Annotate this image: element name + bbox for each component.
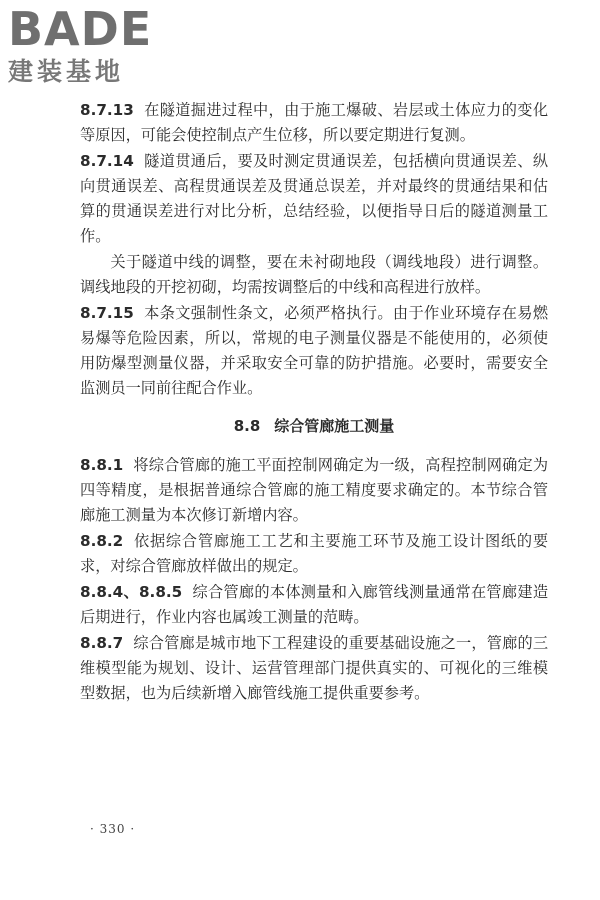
clause-number: 8.8.4、8.8.5 bbox=[80, 583, 183, 601]
clause-number: 8.7.13 bbox=[80, 101, 134, 119]
clause-8-7-14 bbox=[80, 149, 548, 249]
clause-8-7-14-note: 关于隧道中线的调整，要在未衬砌地段（调线地段）进行调整。调线地段的开挖初砌，均需按调整后的中线和高程进行放样。 bbox=[80, 253, 548, 296]
clause-text: 综合管廊的本体测量和入廊管线测量通常在管廊建造后期进行，作业内容也属竣工测量的范畴。 bbox=[80, 583, 549, 626]
clause-text: 本条文强制性条文，必须严格执行。由于作业环境存在易燃易爆等危险因素，所以，常规的电子测量仪器是不能使用的，必须使用防爆型测量仪器，并采取安全可靠的防护措施。必要时，需要安全监测员一同前往配合作业。 bbox=[80, 304, 548, 397]
bade-logo bbox=[8, 2, 178, 90]
section-heading bbox=[80, 415, 548, 437]
clause-number: 8.8.2 bbox=[80, 532, 124, 550]
clause-text: 将综合管廊的施工平面控制网确定为一级，高程控制网确定为四等精度，是根据普通综合管廊的施工精度要求确定的。本节综合管廊施工测量为本次修订新增内容。 bbox=[80, 456, 548, 524]
clause-8-7-15 bbox=[80, 301, 548, 401]
clause-text: 依据综合管廊施工工艺和主要施工环节及施工设计图纸的要求，对综合管廊放样做出的规定。 bbox=[80, 532, 548, 575]
clause-8-8-7 bbox=[80, 631, 548, 706]
logo-wordmark: BADE bbox=[8, 2, 153, 56]
clause-8-8-1 bbox=[80, 453, 548, 528]
clause-number: 8.7.14 bbox=[80, 152, 134, 170]
clause-text: 隧道贯通后，要及时测定贯通误差，包括横向贯通误差、纵向贯通误差、高程贯通误差及贯通总误差，并对最终的贯通结果和估算的贯通误差进行对比分析，总结经验，以便指导日后的隧道测量工作。 bbox=[80, 152, 548, 245]
clause-number: 8.8.1 bbox=[80, 456, 124, 474]
document-body bbox=[80, 98, 548, 706]
clause-8-8-2 bbox=[80, 529, 548, 579]
section-number: 8.8 bbox=[233, 417, 261, 435]
page-number: · 330 · bbox=[90, 822, 136, 836]
section-title: 综合管廊施工测量 bbox=[274, 417, 395, 435]
clause-8-7-13 bbox=[80, 98, 548, 148]
logo-subtitle: 建装基地 bbox=[8, 57, 125, 86]
clause-text: 综合管廊是城市地下工程建设的重要基础设施之一，管廊的三维模型能为规划、设计、运营管理部门提供真实的、可视化的三维模型数据，也为后续新增入廊管线施工提供重要参考。 bbox=[80, 634, 548, 702]
clause-text: 在隧道掘进过程中，由于施工爆破、岩层或土体应力的变化等原因，可能会使控制点产生位移，所以要定期进行复测。 bbox=[80, 101, 548, 144]
clause-number: 8.8.7 bbox=[80, 634, 124, 652]
clause-8-8-4-5 bbox=[80, 580, 548, 630]
clause-number: 8.7.15 bbox=[80, 304, 134, 322]
